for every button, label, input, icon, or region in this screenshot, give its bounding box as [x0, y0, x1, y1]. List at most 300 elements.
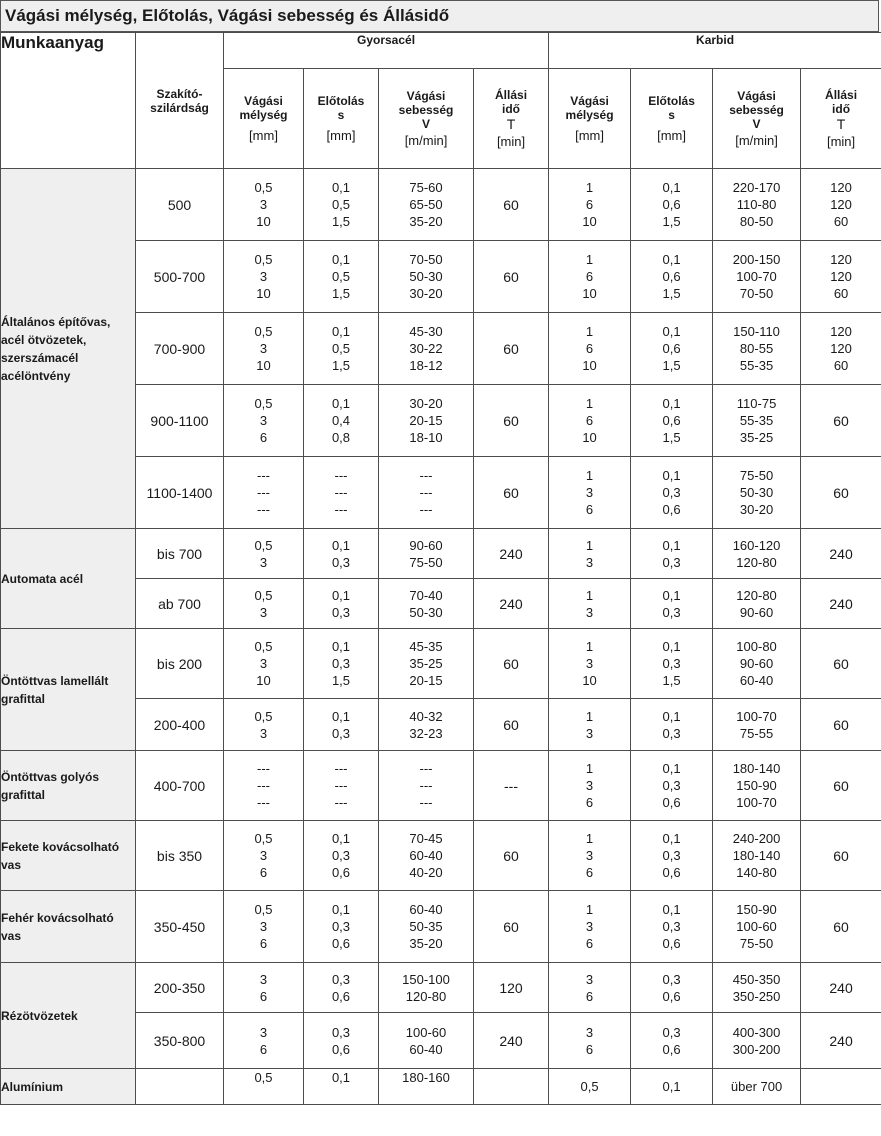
cell-line: 0,6	[662, 988, 681, 1004]
cell-line: 32-23	[409, 725, 443, 741]
hss-speed-cell	[379, 1069, 474, 1105]
cell-line: 1	[585, 537, 594, 553]
cell-line: 120-80	[736, 587, 777, 603]
cell-line: 3	[259, 413, 268, 428]
cell-line: 120	[830, 252, 852, 267]
cell-line: 1	[585, 324, 594, 339]
cell-line: 35-25	[409, 656, 443, 671]
cell-line: 10	[256, 358, 271, 373]
cell-line: ---	[334, 485, 348, 500]
cell-line: 3	[585, 971, 594, 987]
carbide-feed-cell	[631, 579, 713, 629]
strength-cell: 900-1100	[136, 385, 224, 457]
cell-line: 75-55	[739, 725, 774, 741]
cell-line: 6	[585, 269, 594, 284]
hss-time-cell: 60	[474, 821, 549, 891]
hss-time-cell: 60	[474, 629, 549, 699]
cell-line: 0,6	[662, 502, 681, 517]
cell-line: 6	[585, 795, 594, 810]
cell-line: ---	[419, 761, 433, 776]
hss-depth-cell	[224, 579, 304, 629]
cell-line: 3	[259, 919, 268, 934]
cell-line: 0,5	[254, 708, 273, 724]
cell-line: 1,5	[662, 430, 681, 445]
cell-line: 1	[585, 396, 594, 411]
hss-feed-cell	[304, 963, 379, 1013]
cell-line: 150-100	[402, 971, 450, 987]
cell-line: 120	[830, 269, 852, 284]
carbide-depth-cell	[549, 963, 631, 1013]
hss-time-cell: 240	[474, 1013, 549, 1069]
hss-depth-cell	[224, 963, 304, 1013]
cell-line: ---	[419, 778, 433, 793]
cell-line: 1,5	[662, 673, 681, 688]
cell-line: 30-20	[409, 396, 443, 411]
cell-line: 0,3	[662, 778, 681, 793]
carbide-depth-cell	[549, 241, 631, 313]
cell-line: 0,1	[331, 537, 351, 553]
cell-line: 70-50	[739, 286, 774, 301]
cell-line: 75-50	[739, 936, 774, 951]
cell-line: 70-50	[409, 252, 443, 267]
cell-line: 0,6	[662, 197, 681, 212]
cell-line: 0,1	[331, 396, 351, 411]
hss-time-cell: 60	[474, 891, 549, 963]
cell-line: 0,3	[331, 554, 351, 570]
cell-line: 60-40	[409, 848, 443, 863]
cell-line: 0,1	[331, 708, 351, 724]
header-carbide-depth: Vágási mélység [mm]	[549, 69, 631, 169]
cell-line: 0,1	[662, 902, 681, 917]
cell-line: 10	[582, 430, 597, 445]
cell-line: 180-160	[402, 1070, 450, 1085]
hss-speed-cell	[379, 821, 474, 891]
hss-feed-cell	[304, 751, 379, 821]
cell-line: 0,1	[662, 761, 681, 776]
cell-line: 0,1	[662, 639, 681, 654]
cell-line: 6	[259, 1041, 268, 1057]
cell-line: 3	[585, 485, 594, 500]
carbide-feed-cell	[631, 751, 713, 821]
cell-line: 0,5	[254, 396, 273, 411]
cell-line: 300-200	[732, 1041, 781, 1057]
cell-line: 120	[830, 180, 852, 195]
cell-line: 0,3	[331, 725, 351, 741]
hss-speed-cell	[379, 385, 474, 457]
cell-line: 18-12	[409, 358, 443, 373]
strength-cell: bis 200	[136, 629, 224, 699]
hss-feed-cell	[304, 629, 379, 699]
cell-line: 0,1	[331, 587, 351, 603]
cell-line: ---	[257, 761, 270, 776]
carbide-speed-cell	[713, 313, 801, 385]
hss-feed-cell	[304, 385, 379, 457]
strength-cell: 500	[136, 169, 224, 241]
cell-line: 80-55	[739, 341, 774, 356]
carbide-time-cell	[801, 313, 881, 385]
cell-line: 450-350	[732, 971, 781, 987]
cell-line: 0,5	[254, 537, 273, 553]
cell-line: ---	[257, 502, 270, 517]
cell-line: ---	[334, 502, 348, 517]
header-group-hss: Gyorsacél	[224, 33, 549, 69]
strength-cell: 1100-1400	[136, 457, 224, 529]
cell-line: 20-15	[409, 413, 443, 428]
cell-line: 0,3	[331, 971, 351, 987]
cell-line: 0,6	[662, 936, 681, 951]
cell-line: 50-30	[409, 604, 443, 620]
cell-line: 70-45	[409, 831, 443, 846]
cell-line: 120	[830, 197, 852, 212]
hss-depth-cell	[224, 821, 304, 891]
cell-line: 180-140	[732, 761, 781, 776]
cell-line: 0,1	[662, 831, 681, 846]
cell-line: 0,1	[662, 537, 681, 553]
cell-line: 0,1	[331, 1070, 351, 1085]
cell-line: 0,5	[580, 1079, 599, 1094]
cell-line: 90-60	[739, 656, 774, 671]
hss-depth-cell	[224, 629, 304, 699]
cell-line: 50-30	[409, 269, 443, 284]
carbide-feed-cell	[631, 821, 713, 891]
carbide-speed-cell	[713, 963, 801, 1013]
hss-speed-cell	[379, 751, 474, 821]
header-strength: Szakító- szilárdság	[136, 33, 224, 169]
cell-line: 0,1	[331, 831, 351, 846]
cell-line: 0,3	[662, 848, 681, 863]
carbide-time-cell	[801, 169, 881, 241]
table-row	[1, 963, 881, 1013]
hss-feed-cell	[304, 1069, 379, 1105]
cell-line: 0,6	[331, 936, 351, 951]
carbide-time-cell: 240	[801, 963, 881, 1013]
cell-line: 100-70	[736, 269, 777, 284]
carbide-time-cell: 240	[801, 1013, 881, 1069]
cell-line: ---	[419, 795, 433, 810]
cell-line: 3	[259, 341, 268, 356]
hss-feed-cell	[304, 313, 379, 385]
carbide-speed-cell	[713, 821, 801, 891]
cell-line: 0,3	[662, 485, 681, 500]
cell-line: 1	[585, 252, 594, 267]
cell-line: 18-10	[409, 430, 443, 445]
carbide-feed-cell	[631, 385, 713, 457]
cell-line: 0,5	[254, 324, 273, 339]
hss-time-cell: 240	[474, 529, 549, 579]
cell-line: ---	[257, 468, 270, 483]
carbide-speed-cell	[713, 629, 801, 699]
carbide-speed-cell	[713, 579, 801, 629]
carbide-feed-cell	[631, 529, 713, 579]
cell-line: 1	[585, 180, 594, 195]
hss-depth-cell	[224, 891, 304, 963]
cell-line: 110-80	[736, 197, 777, 212]
cell-line: ---	[334, 778, 348, 793]
cell-line: ---	[334, 795, 348, 810]
carbide-depth-cell	[549, 1013, 631, 1069]
cell-line: ---	[257, 795, 270, 810]
cell-line: 0,3	[331, 1024, 351, 1040]
carbide-depth-cell	[549, 891, 631, 963]
carbide-speed-cell	[713, 699, 801, 751]
cell-line: 1	[585, 831, 594, 846]
cell-line: 160-120	[732, 537, 781, 553]
cell-line: 100-60	[736, 919, 777, 934]
strength-cell: 400-700	[136, 751, 224, 821]
cell-line: 150-90	[736, 902, 777, 917]
cell-line: 0,5	[254, 180, 273, 195]
hss-feed-cell	[304, 529, 379, 579]
table-row	[1, 751, 881, 821]
cell-line: 1	[585, 639, 594, 654]
hss-feed-cell	[304, 1013, 379, 1069]
carbide-time-cell: 60	[801, 457, 881, 529]
hss-feed-cell	[304, 241, 379, 313]
carbide-depth-cell	[549, 169, 631, 241]
cell-line: 3	[585, 656, 594, 671]
cell-line: 70-40	[409, 587, 443, 603]
cell-line: 55-35	[739, 358, 774, 373]
cell-line: 6	[259, 430, 268, 445]
hss-feed-cell	[304, 169, 379, 241]
hss-speed-cell	[379, 457, 474, 529]
hss-feed-cell	[304, 891, 379, 963]
cell-line: 3	[259, 1024, 268, 1040]
cell-line: 6	[585, 936, 594, 951]
carbide-feed-cell	[631, 313, 713, 385]
cell-line: 240-200	[732, 831, 781, 846]
table-row	[1, 1069, 881, 1105]
cell-line: 10	[582, 673, 597, 688]
cell-line: ---	[257, 778, 270, 793]
cell-line: 100-60	[405, 1024, 447, 1040]
cell-line: 0,6	[331, 988, 351, 1004]
cell-line: 0,8	[331, 430, 351, 445]
material-cell: Általános építővas, acél ötvözetek, szerszámacél acélöntvény	[1, 169, 136, 529]
cell-line: 3	[585, 919, 594, 934]
cell-line: 10	[582, 214, 597, 229]
hss-speed-cell	[379, 529, 474, 579]
cell-line: 6	[259, 988, 268, 1004]
carbide-depth-cell	[549, 579, 631, 629]
cell-line: 1,5	[331, 214, 351, 229]
carbide-depth-cell	[549, 385, 631, 457]
cell-line: 55-35	[739, 413, 774, 428]
cell-line: 0,5	[331, 269, 351, 284]
cell-line: 6	[585, 988, 594, 1004]
hss-speed-cell	[379, 963, 474, 1013]
carbide-depth-cell	[549, 457, 631, 529]
cell-line: 0,5	[254, 587, 273, 603]
cell-line: 1	[585, 902, 594, 917]
carbide-time-cell: 60	[801, 891, 881, 963]
cell-line: 0,3	[331, 604, 351, 620]
cell-line: ---	[419, 468, 433, 483]
cell-line: 180-140	[732, 848, 781, 863]
cell-line: 220-170	[732, 180, 781, 195]
cell-line: 0,3	[662, 725, 681, 741]
cell-line: 0,1	[331, 902, 351, 917]
cell-line: 3	[259, 604, 268, 620]
cell-line: 45-30	[409, 324, 443, 339]
header-carbide-time: Állási idő T [min]	[801, 69, 881, 169]
hss-speed-cell	[379, 629, 474, 699]
carbide-speed-cell	[713, 241, 801, 313]
header-hss-feed: Előtolás s [mm]	[304, 69, 379, 169]
hss-depth-cell	[224, 699, 304, 751]
header-hss-time: Állási idő T [min]	[474, 69, 549, 169]
hss-speed-cell	[379, 699, 474, 751]
cell-line: 3	[585, 554, 594, 570]
cell-line: 1,5	[662, 358, 681, 373]
hss-speed-cell	[379, 891, 474, 963]
cell-line: 1	[585, 761, 594, 776]
carbide-speed-cell	[713, 457, 801, 529]
cell-line: 0,3	[331, 656, 351, 671]
cell-line: 3	[585, 725, 594, 741]
cell-line: 6	[585, 865, 594, 880]
cell-line: 90-60	[409, 537, 443, 553]
cell-line: 0,5	[254, 902, 273, 917]
header-carbide-feed: Előtolás s [mm]	[631, 69, 713, 169]
cell-line: 120	[830, 341, 852, 356]
cell-line: 35-25	[739, 430, 774, 445]
cell-line: 50-30	[739, 485, 774, 500]
hss-feed-cell	[304, 579, 379, 629]
cell-line: 3	[259, 848, 268, 863]
cell-line: 75-60	[409, 180, 443, 195]
cell-line: ---	[419, 502, 433, 517]
hss-time-cell: 60	[474, 699, 549, 751]
material-cell: Automata acél	[1, 529, 136, 629]
cell-line: 3	[259, 269, 268, 284]
strength-cell: 200-350	[136, 963, 224, 1013]
cell-line: 0,1	[662, 1079, 681, 1094]
cell-line: 0,5	[254, 639, 273, 654]
cell-line: 0,5	[254, 252, 273, 267]
carbide-feed-cell	[631, 1069, 713, 1105]
hss-time-cell: ---	[474, 751, 549, 821]
cell-line: 0,3	[662, 554, 681, 570]
hss-feed-cell	[304, 457, 379, 529]
cell-line: 30-20	[409, 286, 443, 301]
material-cell: Öntöttvas lamellált grafittal	[1, 629, 136, 751]
hss-speed-cell	[379, 1013, 474, 1069]
strength-cell: 700-900	[136, 313, 224, 385]
cell-line: 150-110	[733, 324, 780, 339]
cell-line: 6	[585, 341, 594, 356]
cell-line: 3	[259, 725, 268, 741]
cell-line: 0,6	[662, 341, 681, 356]
carbide-feed-cell	[631, 169, 713, 241]
hss-speed-cell	[379, 241, 474, 313]
header-group-carbide: Karbid	[549, 33, 881, 69]
cell-line: 6	[585, 1041, 594, 1057]
cell-line: über 700	[730, 1079, 783, 1094]
cell-line: 120-80	[405, 988, 447, 1004]
cell-line: 45-35	[409, 639, 443, 654]
carbide-time-cell	[801, 1069, 881, 1105]
cell-line: 0,1	[331, 252, 351, 267]
cell-line: 1,5	[331, 673, 351, 688]
cell-line: 3	[259, 554, 268, 570]
cell-line: 3	[259, 971, 268, 987]
cell-line: 0,6	[662, 865, 681, 880]
cell-line: 30-20	[739, 502, 774, 517]
cell-line: 0,5	[331, 197, 351, 212]
cell-line: 1,5	[662, 286, 681, 301]
cell-line: 0,5	[331, 341, 351, 356]
table-row	[1, 529, 881, 579]
carbide-feed-cell	[631, 891, 713, 963]
hss-speed-cell	[379, 169, 474, 241]
cell-line: 6	[585, 197, 594, 212]
cell-line: 10	[582, 286, 597, 301]
table-title: Vágási mélység, Előtolás, Vágási sebesség és Állásidő	[0, 0, 879, 32]
strength-cell	[136, 1069, 224, 1105]
cell-line: 10	[256, 673, 271, 688]
material-cell: Fekete kovácsolható vas	[1, 821, 136, 891]
cell-line: 0,6	[331, 865, 351, 880]
cell-line: 50-35	[409, 919, 443, 934]
carbide-time-cell	[801, 241, 881, 313]
cell-line: 0,3	[662, 604, 681, 620]
carbide-speed-cell	[713, 751, 801, 821]
cell-line: ---	[257, 485, 270, 500]
hss-speed-cell	[379, 579, 474, 629]
cell-line: 0,3	[662, 919, 681, 934]
strength-cell: ab 700	[136, 579, 224, 629]
cell-line: 1,5	[662, 214, 681, 229]
strength-cell: 350-800	[136, 1013, 224, 1069]
cell-line: 140-80	[736, 865, 777, 880]
hss-depth-cell	[224, 241, 304, 313]
material-cell: Fehér kovácsolható vas	[1, 891, 136, 963]
cell-line: 0,1	[662, 587, 681, 603]
hss-depth-cell	[224, 751, 304, 821]
cell-line: 150-90	[736, 778, 777, 793]
table-row	[1, 169, 881, 241]
carbide-feed-cell	[631, 699, 713, 751]
cell-line: 1	[585, 587, 594, 603]
carbide-depth-cell	[549, 699, 631, 751]
hss-depth-cell	[224, 385, 304, 457]
cell-line: 1,5	[331, 286, 351, 301]
cell-line: 6	[259, 865, 268, 880]
cell-line: 0,1	[331, 324, 351, 339]
cell-line: 400-300	[732, 1024, 781, 1040]
hss-time-cell: 240	[474, 579, 549, 629]
carbide-depth-cell	[549, 629, 631, 699]
cell-line: 0,6	[662, 413, 681, 428]
cell-line: 6	[585, 502, 594, 517]
carbide-time-cell: 60	[801, 699, 881, 751]
hss-depth-cell	[224, 169, 304, 241]
hss-speed-cell	[379, 313, 474, 385]
cell-line: 110-75	[736, 396, 777, 411]
cell-line: ---	[334, 761, 348, 776]
hss-time-cell: 60	[474, 457, 549, 529]
cell-line: 0,6	[662, 269, 681, 284]
hss-feed-cell	[304, 821, 379, 891]
cell-line: 0,1	[662, 396, 681, 411]
carbide-feed-cell	[631, 963, 713, 1013]
cell-line: 350-250	[732, 988, 781, 1004]
material-cell: Öntöttvas golyós grafittal	[1, 751, 136, 821]
carbide-speed-cell	[713, 385, 801, 457]
hss-depth-cell	[224, 1069, 304, 1105]
cell-line: 20-15	[409, 673, 443, 688]
